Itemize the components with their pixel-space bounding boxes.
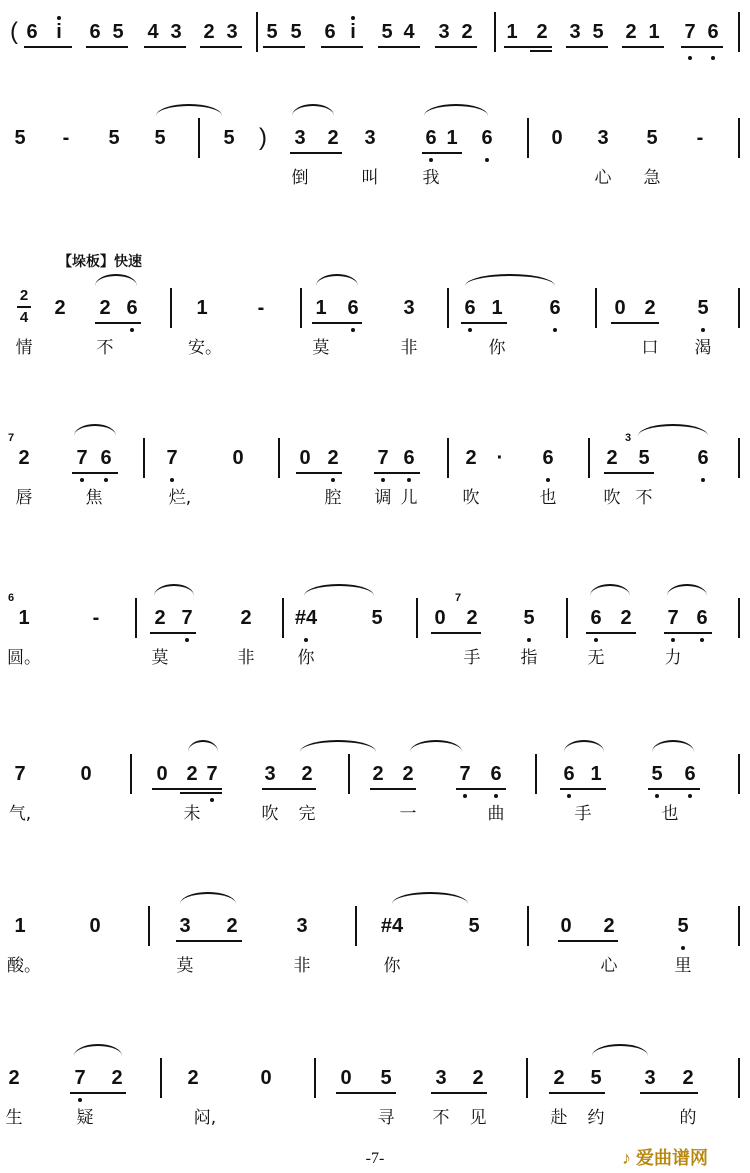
lyric: 赴 xyxy=(550,1108,568,1128)
note: 6 xyxy=(696,607,708,629)
barline xyxy=(355,906,357,946)
note: 3 xyxy=(179,915,191,937)
lyric: 指 xyxy=(520,648,538,668)
note: 3 xyxy=(438,21,450,43)
note: 2 xyxy=(327,447,339,469)
barline xyxy=(278,438,280,478)
note: 5 xyxy=(523,607,535,629)
note: 2 xyxy=(606,447,618,469)
time-signature-bottom: 4 xyxy=(19,309,29,326)
note: 1 xyxy=(590,763,602,785)
notes-row xyxy=(0,287,750,326)
note: i xyxy=(56,21,62,43)
note: 2 xyxy=(644,297,656,319)
barline xyxy=(256,12,258,52)
note: 4 xyxy=(147,21,159,43)
note: 6 xyxy=(464,297,476,319)
note: · xyxy=(496,447,504,469)
lyric: 你 xyxy=(383,956,401,976)
note: 3 xyxy=(296,915,308,937)
note: 3 xyxy=(403,297,415,319)
lyric: 疑 xyxy=(76,1108,94,1128)
barline xyxy=(300,288,302,328)
note: 0 xyxy=(560,915,572,937)
note: 2 xyxy=(154,607,166,629)
note: 0 xyxy=(551,127,563,149)
note: i xyxy=(350,21,356,43)
barline xyxy=(527,118,529,158)
note: 1 xyxy=(491,297,503,319)
barline xyxy=(738,906,740,946)
note: 2 xyxy=(203,21,215,43)
note: 7 xyxy=(14,763,26,785)
lyric: 非 xyxy=(237,648,255,668)
note: 6 xyxy=(563,763,575,785)
lyric: 手 xyxy=(574,804,592,824)
note: 6 xyxy=(697,447,709,469)
notes-row xyxy=(0,1066,750,1090)
note: 7 xyxy=(206,763,218,785)
lyric: 情 xyxy=(15,338,33,358)
note: 2 xyxy=(620,607,632,629)
note: - xyxy=(696,127,704,149)
note: 7 xyxy=(166,447,178,469)
lyric: 口 xyxy=(641,338,659,358)
lyrics-row xyxy=(0,954,750,980)
note: 5 xyxy=(380,1067,392,1089)
lyric: 手 xyxy=(463,648,481,668)
barline xyxy=(143,438,145,478)
lyric: 腔 xyxy=(324,488,342,508)
note: 3 xyxy=(294,127,306,149)
note: 5 xyxy=(371,607,383,629)
lyric: 无 xyxy=(587,648,605,668)
lyric: 未 xyxy=(183,804,201,824)
note: 2 xyxy=(465,447,477,469)
lyric: 焦 xyxy=(85,488,103,508)
note: 6 xyxy=(89,21,101,43)
note: 2 xyxy=(111,1067,123,1089)
note: 0 xyxy=(299,447,311,469)
note: 2 xyxy=(301,763,313,785)
note: - xyxy=(257,297,265,319)
note: 5 xyxy=(266,21,278,43)
note: 2 xyxy=(472,1067,484,1089)
barline xyxy=(588,438,590,478)
note: 2 xyxy=(8,1067,20,1089)
note: 1 xyxy=(446,127,458,149)
notes-row xyxy=(0,20,750,44)
note: 3 xyxy=(644,1067,656,1089)
note: 5 xyxy=(112,21,124,43)
barline xyxy=(447,438,449,478)
lyrics-row xyxy=(0,802,750,828)
lyric: 约 xyxy=(587,1108,605,1128)
note: 5 xyxy=(223,127,235,149)
note: 5 xyxy=(638,447,650,469)
note: 5 xyxy=(646,127,658,149)
note: 6 xyxy=(100,447,112,469)
lyric: 完 xyxy=(298,804,316,824)
barline xyxy=(738,288,740,328)
barline xyxy=(160,1058,162,1098)
lyric: 儿 xyxy=(400,488,418,508)
note: 3 xyxy=(569,21,581,43)
note: 0 xyxy=(260,1067,272,1089)
note: 7 xyxy=(181,607,193,629)
barline xyxy=(170,288,172,328)
note: 7 xyxy=(377,447,389,469)
note: 6 xyxy=(126,297,138,319)
note: 3 xyxy=(435,1067,447,1089)
note: 5 xyxy=(154,127,166,149)
note: #4 xyxy=(294,607,318,629)
note: 1 xyxy=(648,21,660,43)
lyric: 里 xyxy=(674,956,692,976)
note: 7 xyxy=(76,447,88,469)
note: 3 xyxy=(264,763,276,785)
lyric: 我 xyxy=(422,168,440,188)
note: 5 xyxy=(651,763,663,785)
barline xyxy=(527,906,529,946)
note: 2 xyxy=(461,21,473,43)
note: 2 xyxy=(603,915,615,937)
lyrics-row xyxy=(0,486,750,512)
note: 3 xyxy=(364,127,376,149)
barline xyxy=(148,906,150,946)
note: 2 xyxy=(372,763,384,785)
lyric: 唇 xyxy=(15,488,33,508)
barline xyxy=(314,1058,316,1098)
note: 2 xyxy=(536,21,548,43)
paren-open: ( xyxy=(10,18,18,45)
note: 0 xyxy=(340,1067,352,1089)
lyric: 圆。 xyxy=(7,648,41,668)
lyric: 烂, xyxy=(168,488,192,508)
barline xyxy=(738,754,740,794)
barline xyxy=(595,288,597,328)
note: 0 xyxy=(80,763,92,785)
barline xyxy=(130,754,132,794)
note: 7 xyxy=(74,1067,86,1089)
note: 6 xyxy=(481,127,493,149)
lyric: 心 xyxy=(594,168,612,188)
note: 1 xyxy=(506,21,518,43)
note: 2 xyxy=(226,915,238,937)
note: 5 xyxy=(381,21,393,43)
lyric: 莫 xyxy=(312,338,330,358)
note: 0 xyxy=(232,447,244,469)
page-number: -7- xyxy=(365,1150,385,1167)
barline xyxy=(738,438,740,478)
lyric: 不 xyxy=(96,338,114,358)
lyric: 吹 xyxy=(462,488,480,508)
note: 2 xyxy=(625,21,637,43)
lyric: 你 xyxy=(488,338,506,358)
barline xyxy=(535,754,537,794)
note: 0 xyxy=(434,607,446,629)
note: 5 xyxy=(14,127,26,149)
barline xyxy=(348,754,350,794)
lyric: 生 xyxy=(5,1108,23,1128)
note: 6 xyxy=(324,21,336,43)
notes-row xyxy=(0,126,750,150)
note: 1 xyxy=(196,297,208,319)
note: 6 xyxy=(542,447,554,469)
lyric: 也 xyxy=(539,488,557,508)
lyrics-row xyxy=(0,166,750,192)
lyric: 急 xyxy=(643,168,661,188)
note: 4 xyxy=(403,21,415,43)
lyric: 非 xyxy=(400,338,418,358)
lyric: 也 xyxy=(661,804,679,824)
note: 6 xyxy=(707,21,719,43)
note: 6 xyxy=(347,297,359,319)
barline xyxy=(738,118,740,158)
lyric: 闷, xyxy=(193,1108,217,1128)
note: 6 xyxy=(684,763,696,785)
lyric: 的 xyxy=(679,1108,697,1128)
note: 2 xyxy=(18,447,30,469)
note: 5 xyxy=(697,297,709,319)
notes-row: 7 2 7 6 7 0 0 2 7 6 2 · 6 2 3 5 6 xyxy=(0,446,750,470)
lyric: 一 xyxy=(399,804,417,824)
lyrics-row xyxy=(0,646,750,672)
note: ) xyxy=(259,124,267,151)
note: 2 xyxy=(187,1067,199,1089)
note: 2 xyxy=(466,607,478,629)
lyric: 莫 xyxy=(151,648,169,668)
note: 2 xyxy=(682,1067,694,1089)
note: 2 xyxy=(186,763,198,785)
note: 0 xyxy=(89,915,101,937)
barline xyxy=(738,598,740,638)
note: 5 xyxy=(290,21,302,43)
note: 5 xyxy=(590,1067,602,1089)
note: - xyxy=(92,607,100,629)
note: 1 xyxy=(315,297,327,319)
barline xyxy=(198,118,200,158)
barline xyxy=(566,598,568,638)
lyric: 莫 xyxy=(176,956,194,976)
watermark-logo xyxy=(622,1144,708,1170)
note: 2 xyxy=(327,127,339,149)
note: 5 xyxy=(677,915,689,937)
lyric: 气, xyxy=(8,804,32,824)
lyric: 非 xyxy=(293,956,311,976)
lyric: 不 xyxy=(635,488,653,508)
lyric: 你 xyxy=(297,648,315,668)
note: 2 xyxy=(240,607,252,629)
barline xyxy=(738,12,740,52)
note: 7 xyxy=(667,607,679,629)
watermark-text: 爱曲谱网 xyxy=(636,1148,709,1168)
barline xyxy=(447,288,449,328)
note: 0 xyxy=(614,297,626,319)
note: 1 xyxy=(14,915,26,937)
note: 1 xyxy=(18,607,30,629)
barline xyxy=(135,598,137,638)
note: 2 xyxy=(54,297,66,319)
lyrics-row xyxy=(0,1106,750,1132)
barline xyxy=(282,598,284,638)
note: 6 xyxy=(26,21,38,43)
note: 5 xyxy=(108,127,120,149)
lyric: 心 xyxy=(600,956,618,976)
note: 5 xyxy=(592,21,604,43)
notes-row xyxy=(0,914,750,938)
barline xyxy=(416,598,418,638)
barline xyxy=(494,12,496,52)
note: 3 xyxy=(226,21,238,43)
note: 2 xyxy=(553,1067,565,1089)
note: 6 xyxy=(549,297,561,319)
lyric: 调 xyxy=(374,488,392,508)
lyrics-row xyxy=(0,336,750,362)
note: 0 xyxy=(156,763,168,785)
lyric: 吹 xyxy=(261,804,279,824)
note: 6 xyxy=(425,127,437,149)
lyric: 吹 xyxy=(603,488,621,508)
barline xyxy=(738,1058,740,1098)
note: #4 xyxy=(380,915,404,937)
note: 5 xyxy=(468,915,480,937)
time-signature-top: 2 xyxy=(19,287,29,304)
lyric: 安。 xyxy=(188,338,222,358)
lyric: 寻 xyxy=(377,1108,395,1128)
lyric: 力 xyxy=(664,648,682,668)
lyric: 酸。 xyxy=(7,956,41,976)
note: 6 xyxy=(490,763,502,785)
lyric: 倒 xyxy=(291,168,309,188)
note: 6 xyxy=(403,447,415,469)
note: 7 xyxy=(459,763,471,785)
music-note-icon: ♪ xyxy=(622,1148,631,1168)
lyric: 曲 xyxy=(487,804,505,824)
note: 7 xyxy=(684,21,696,43)
lyric: 渴 xyxy=(694,338,712,358)
lyric: 不 xyxy=(432,1108,450,1128)
barline xyxy=(526,1058,528,1098)
note: - xyxy=(62,127,70,149)
lyric: 见 xyxy=(469,1108,487,1128)
note: 2 xyxy=(402,763,414,785)
note: 2 xyxy=(99,297,111,319)
notes-row: 6 1 - 2 7 2 #4 5 0 7 2 5 6 2 7 6 xyxy=(0,606,750,630)
note: 6 xyxy=(590,607,602,629)
lyric: 叫 xyxy=(361,168,379,188)
note: 3 xyxy=(170,21,182,43)
section-marker: 【垛板】快速 xyxy=(58,254,142,270)
note: 3 xyxy=(597,127,609,149)
notes-row xyxy=(0,762,750,786)
